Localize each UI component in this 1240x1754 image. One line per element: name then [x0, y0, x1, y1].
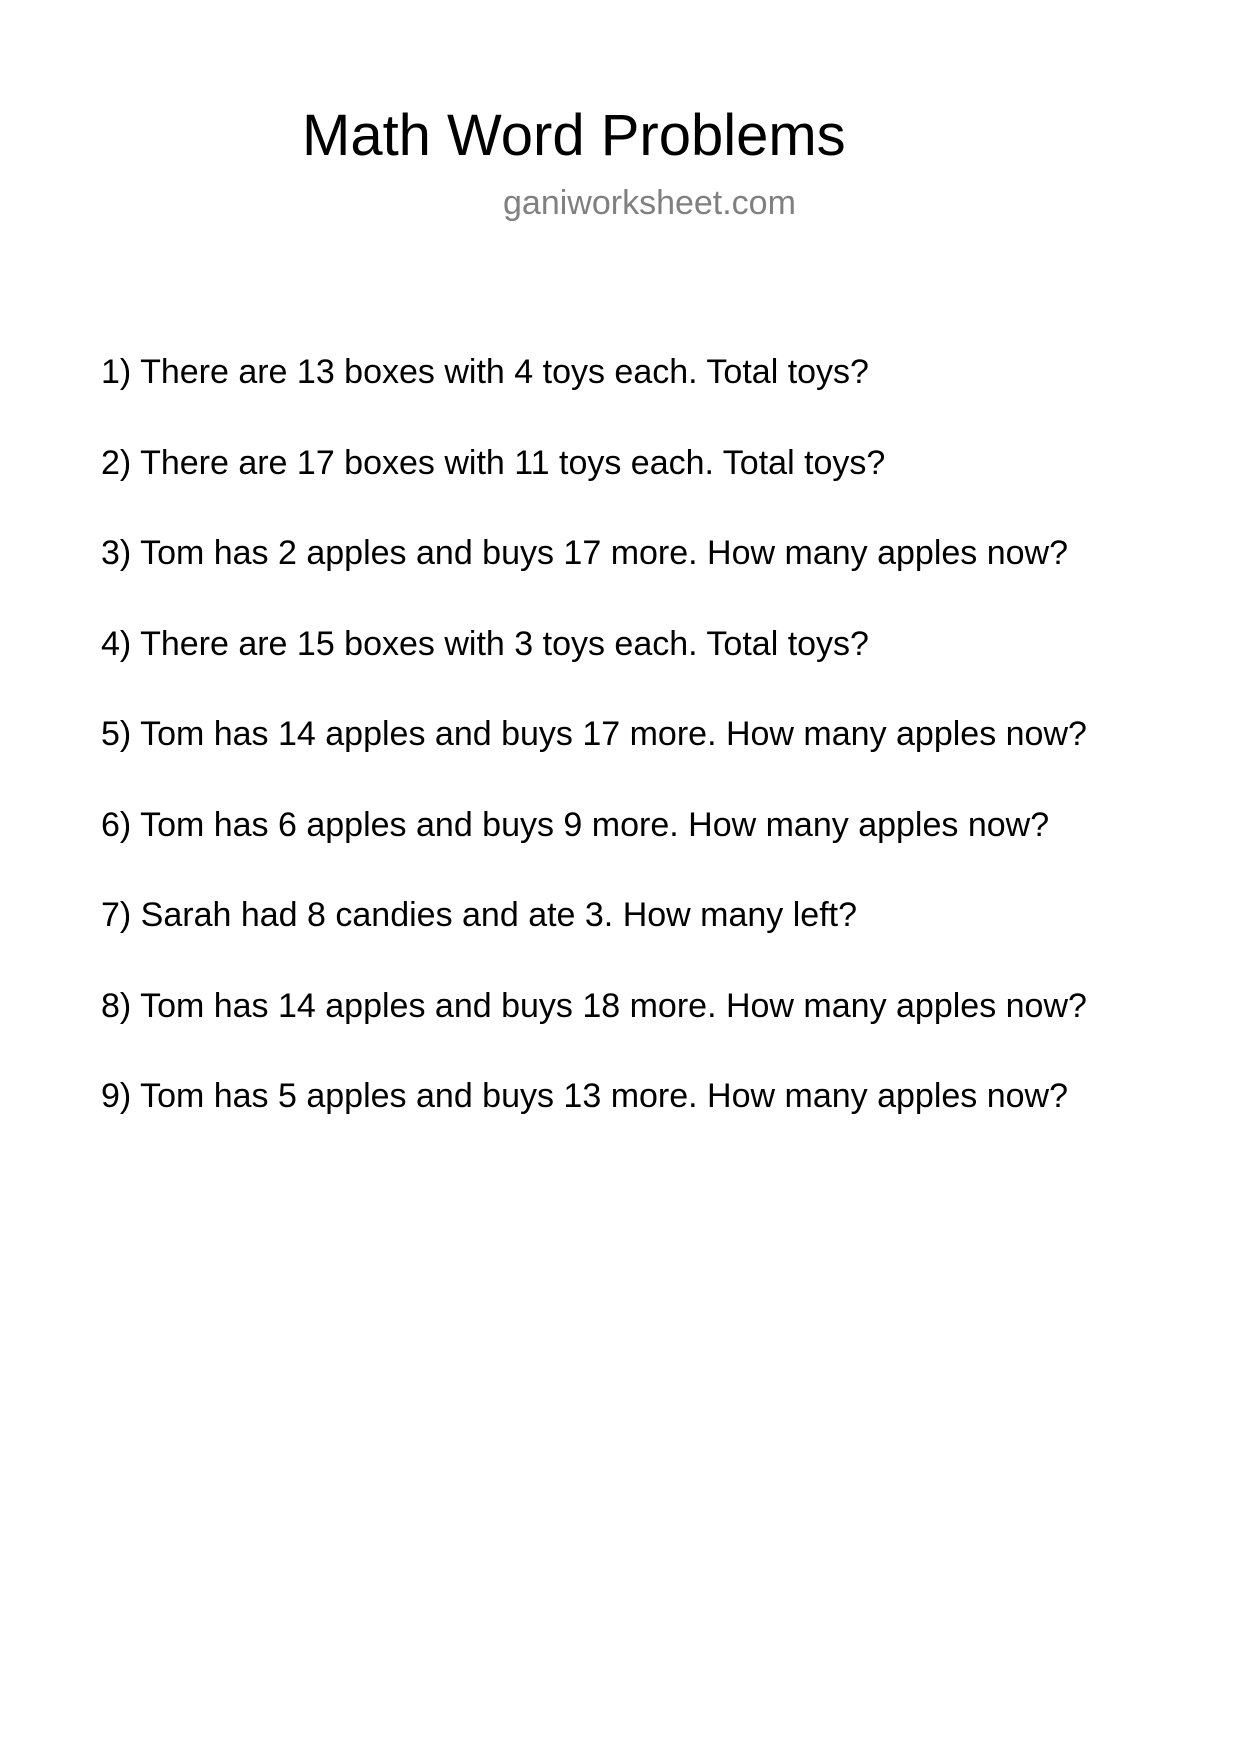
problem-7: 7) Sarah had 8 candies and ate 3. How many left? [101, 896, 858, 934]
problem-9: 9) Tom has 5 apples and buys 13 more. How many apples now? [101, 1077, 1069, 1115]
problem-4: 4) There are 15 boxes with 3 toys each. Total toys? [101, 624, 869, 663]
problem-5: 5) Tom has 14 apples and buys 17 more. How many apples now? [101, 715, 1087, 753]
problem-6: 6) Tom has 6 apples and buys 9 more. How many apples now? [101, 805, 1050, 844]
website-label: ganiworksheet.com [503, 184, 796, 222]
page-title: Math Word Problems [302, 103, 846, 168]
problem-8: 8) Tom has 14 apples and buys 18 more. How many apples now? [101, 986, 1087, 1025]
problem-list [101, 352, 1087, 1167]
problem-2: 2) There are 17 boxes with 11 toys each. Total toys? [101, 443, 886, 482]
problem-3: 3) Tom has 2 apples and buys 17 more. How many apples now? [101, 534, 1069, 572]
problem-1: 1) There are 13 boxes with 4 toys each. Total toys? [101, 353, 869, 391]
